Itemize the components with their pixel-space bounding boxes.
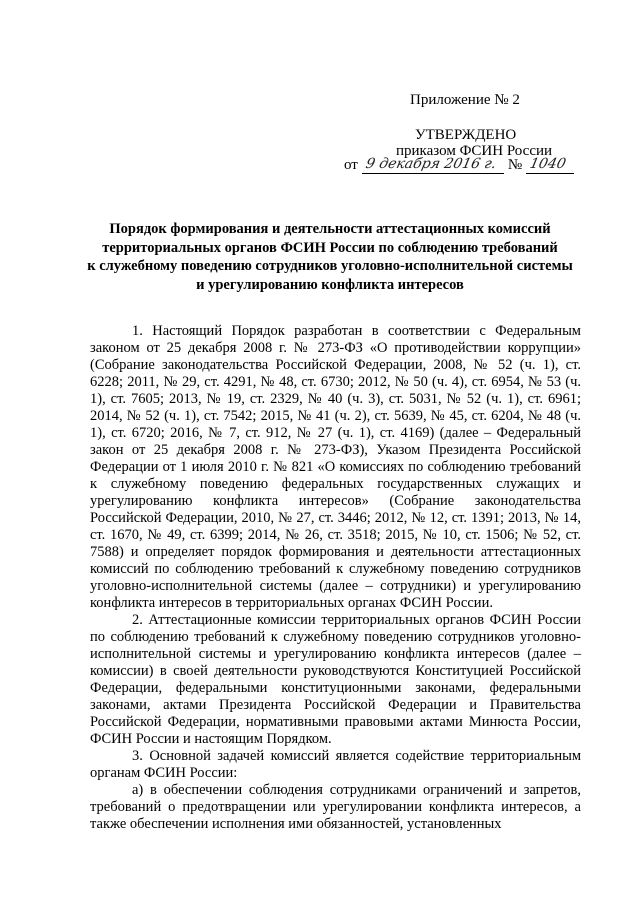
date-field [362,156,504,174]
order-label: приказом ФСИН России [396,143,553,159]
paragraph-3a: а) в обеспечении соблюдения сотрудниками ограничений и запретов, требований о предотвращении или урегулировании конфликта интересов, а также обеспечении исполнения ими обязанностей, установленных [90,782,581,832]
approved-stamp-text: УТВЕРЖДЕНО [415,127,517,143]
title-line-1: Порядок формирования и деятельности аттестационных комиссий [109,221,551,237]
title-line-3: к служебному поведению сотрудников уголовно-исполнительной системы [87,258,573,274]
handwritten-date: 9 декабря 2016 г. [364,156,498,172]
number-field [526,156,574,174]
number-label: № [507,157,523,173]
title-line-2: территориальных органов ФСИН России по соблюдению требований [102,239,558,256]
paragraph-1: 1. Настоящий Порядок разработан в соответствии с Федеральным законом от 25 декабря 2008 г. № 273-ФЗ «О противодействии коррупции» (Собрание законодательства Российской Федерации, 2008, № 52 (ч. 1), ст. 6228; 2011, № 29, ст. 4291, № 48, ст. 6730; 2012, № 50 (ч. 4), ст. 6954, № 53 (ч. 1), ст. 7605; 2013, № 19, ст. 2329, № 40 (ч. 3), ст. 5031, № 52 (ч. 1), ст. 6961; 2014, № 52 (ч. 1), ст. 7542; 2015, № 41 (ч. 2), ст. 5639, № 45, ст. 6204, № 48 (ч. 1), ст. 6720; 2016, № 7, ст. 912, № 27 (ч. 1), ст. 4169) (далее – Федеральный закон от 25 декабря 2008 г. № 273-ФЗ), Указом Президента Российской Федерации от 1 июля 2010 г. № 821 «О комиссиях по соблюдению требований к служебному поведению федеральных государственных служащих и урегулированию конфликта интересов» (Собрание законодательства Российской Федерации, 2010, № 27, ст. 3446; 2012, № 12, ст. 1391; 2013, № 14, ст. 1670, № 49, ст. 6399; 2014, № 26, ст. 3518; 2015, № 10, ст. 1506; № 52, ст. 7588) и определяет порядок формирования и деятельности аттестационных комиссий по соблюдению требований к служебному поведению сотрудников уголовно-исполнительной системы (далее – сотрудники) и урегулированию конфликта интересов в территориальных органах ФСИН России. [90,323,581,611]
from-label: от [344,157,358,173]
order-date-line [344,157,578,174]
document-body [90,323,581,833]
appendix-label: Приложение № 2 [410,92,520,108]
title-line-4: и урегулированию конфликта интересов [196,276,464,293]
paragraph-3: 3. Основной задачей комиссий является содействие территориальным органам ФСИН России: [90,748,581,781]
document-title [70,220,590,294]
handwritten-number: 1040 [528,156,568,172]
paragraph-2: 2. Аттестационные комиссии территориальных органов ФСИН России по соблюдению требований к служебному поведению сотрудников уголовно-исполнительной системы и урегулированию конфликта интересов (далее – комиссии) в своей деятельности руководствуются Конституцией Российской Федерации, федеральными конституционными законами, федеральными законами, актами Президента Российской Федерации и Правительства Российской Федерации, нормативными правовыми актами Минюста России, ФСИН России и настоящим Порядком. [90,612,581,747]
